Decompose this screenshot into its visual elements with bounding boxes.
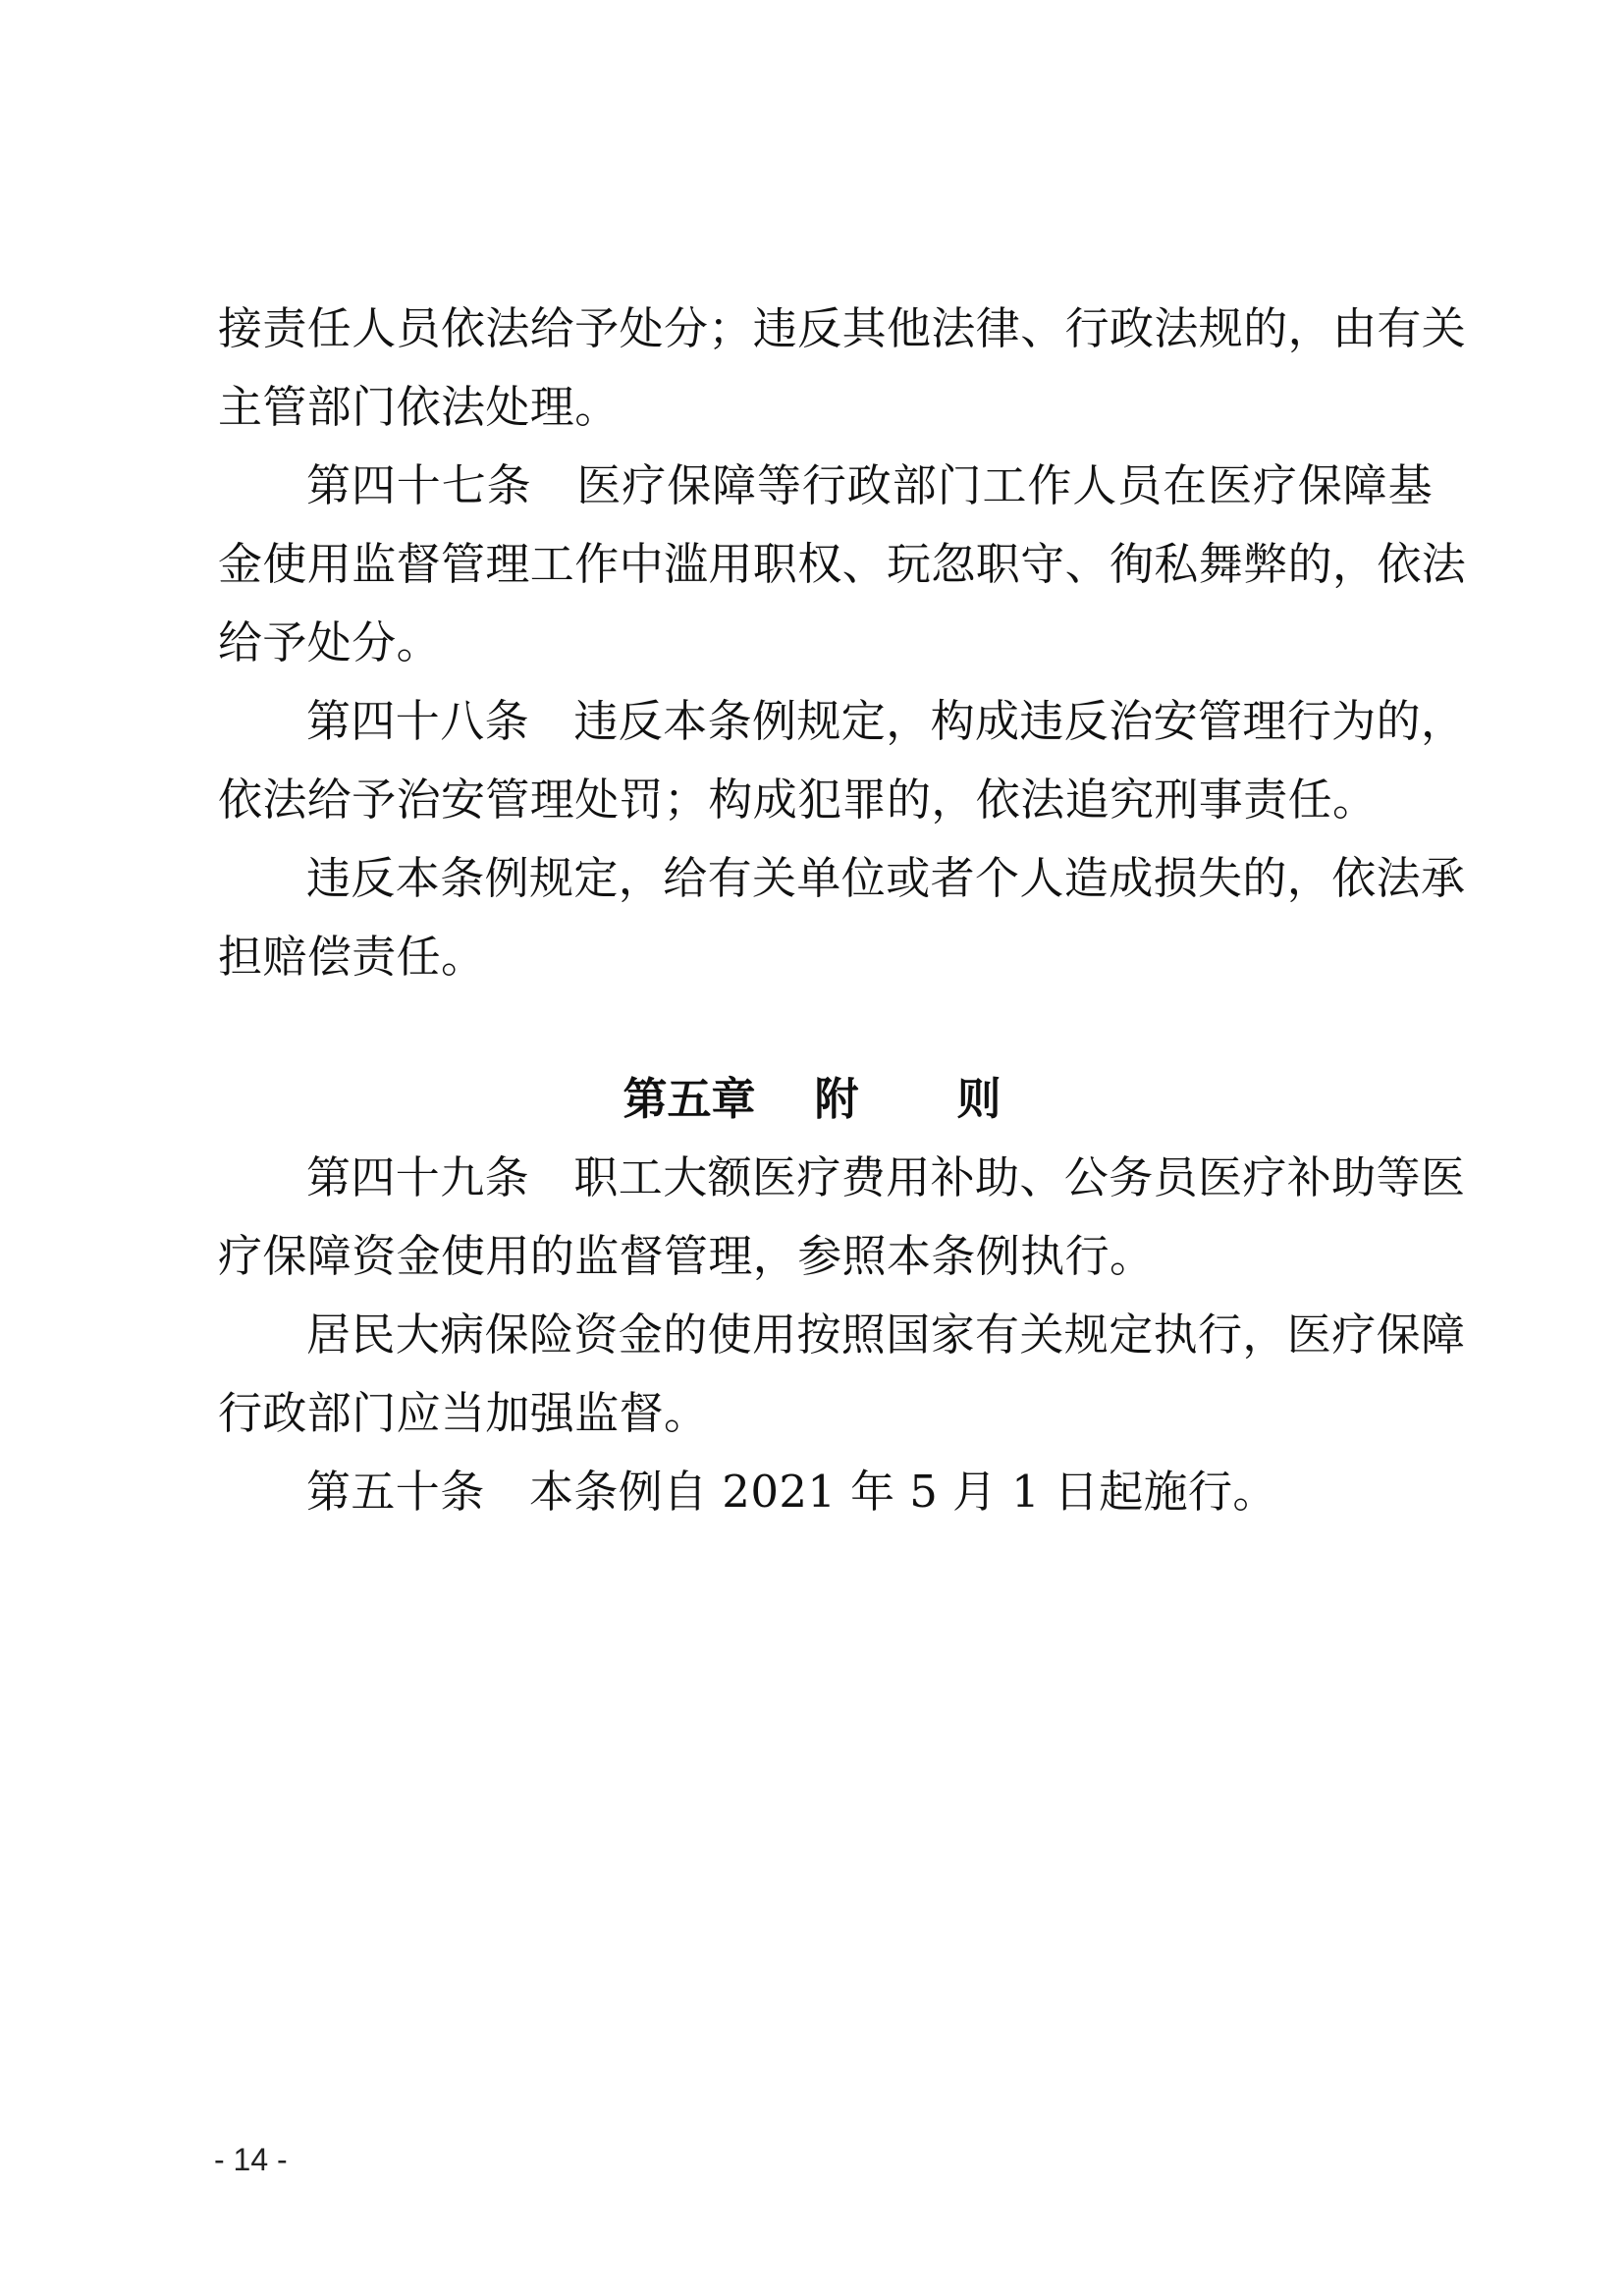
page-number: - 14 - (214, 2142, 288, 2177)
paragraph-line: 违反本条例规定，给有关单位或者个人造成损失的，依法承 (306, 852, 1466, 904)
paragraph-line: 给予处分。 (218, 616, 442, 668)
paragraph-line: 疗保障资金使用的监督管理，参照本条例执行。 (218, 1230, 1155, 1282)
paragraph-line: 主管部门依法处理。 (218, 381, 620, 433)
article-47-line: 第四十七条 医疗保障等行政部门工作人员在医疗保障基 (306, 459, 1433, 511)
article-50-line: 第五十条 本条例自 2021 年 5 月 1 日起施行。 (306, 1466, 1277, 1518)
paragraph-line: 接责任人员依法给予处分；违反其他法律、行政法规的，由有关 (218, 302, 1467, 354)
paragraph-line: 行政部门应当加强监督。 (218, 1387, 709, 1439)
paragraph-line: 金使用监督管理工作中滥用职权、玩忽职守、徇私舞弊的，依法 (218, 538, 1467, 590)
chapter-title-char-2: 则 (956, 1073, 1001, 1125)
article-49-line: 第四十九条 职工大额医疗费用补助、公务员医疗补助等医 (306, 1151, 1466, 1203)
paragraph-line: 依法给予治安管理处罚；构成犯罪的，依法追究刑事责任。 (218, 774, 1378, 826)
chapter-title-char-1: 附 (814, 1073, 859, 1125)
paragraph-line: 担赔偿责任。 (218, 931, 486, 983)
chapter-number: 第五章 (623, 1073, 756, 1125)
paragraph-line: 居民大病保险资金的使用按照国家有关规定执行，医疗保障 (306, 1308, 1466, 1361)
chapter-heading (0, 1070, 1624, 1129)
article-48-line: 第四十八条 违反本条例规定，构成违反治安管理行为的， (306, 695, 1466, 747)
